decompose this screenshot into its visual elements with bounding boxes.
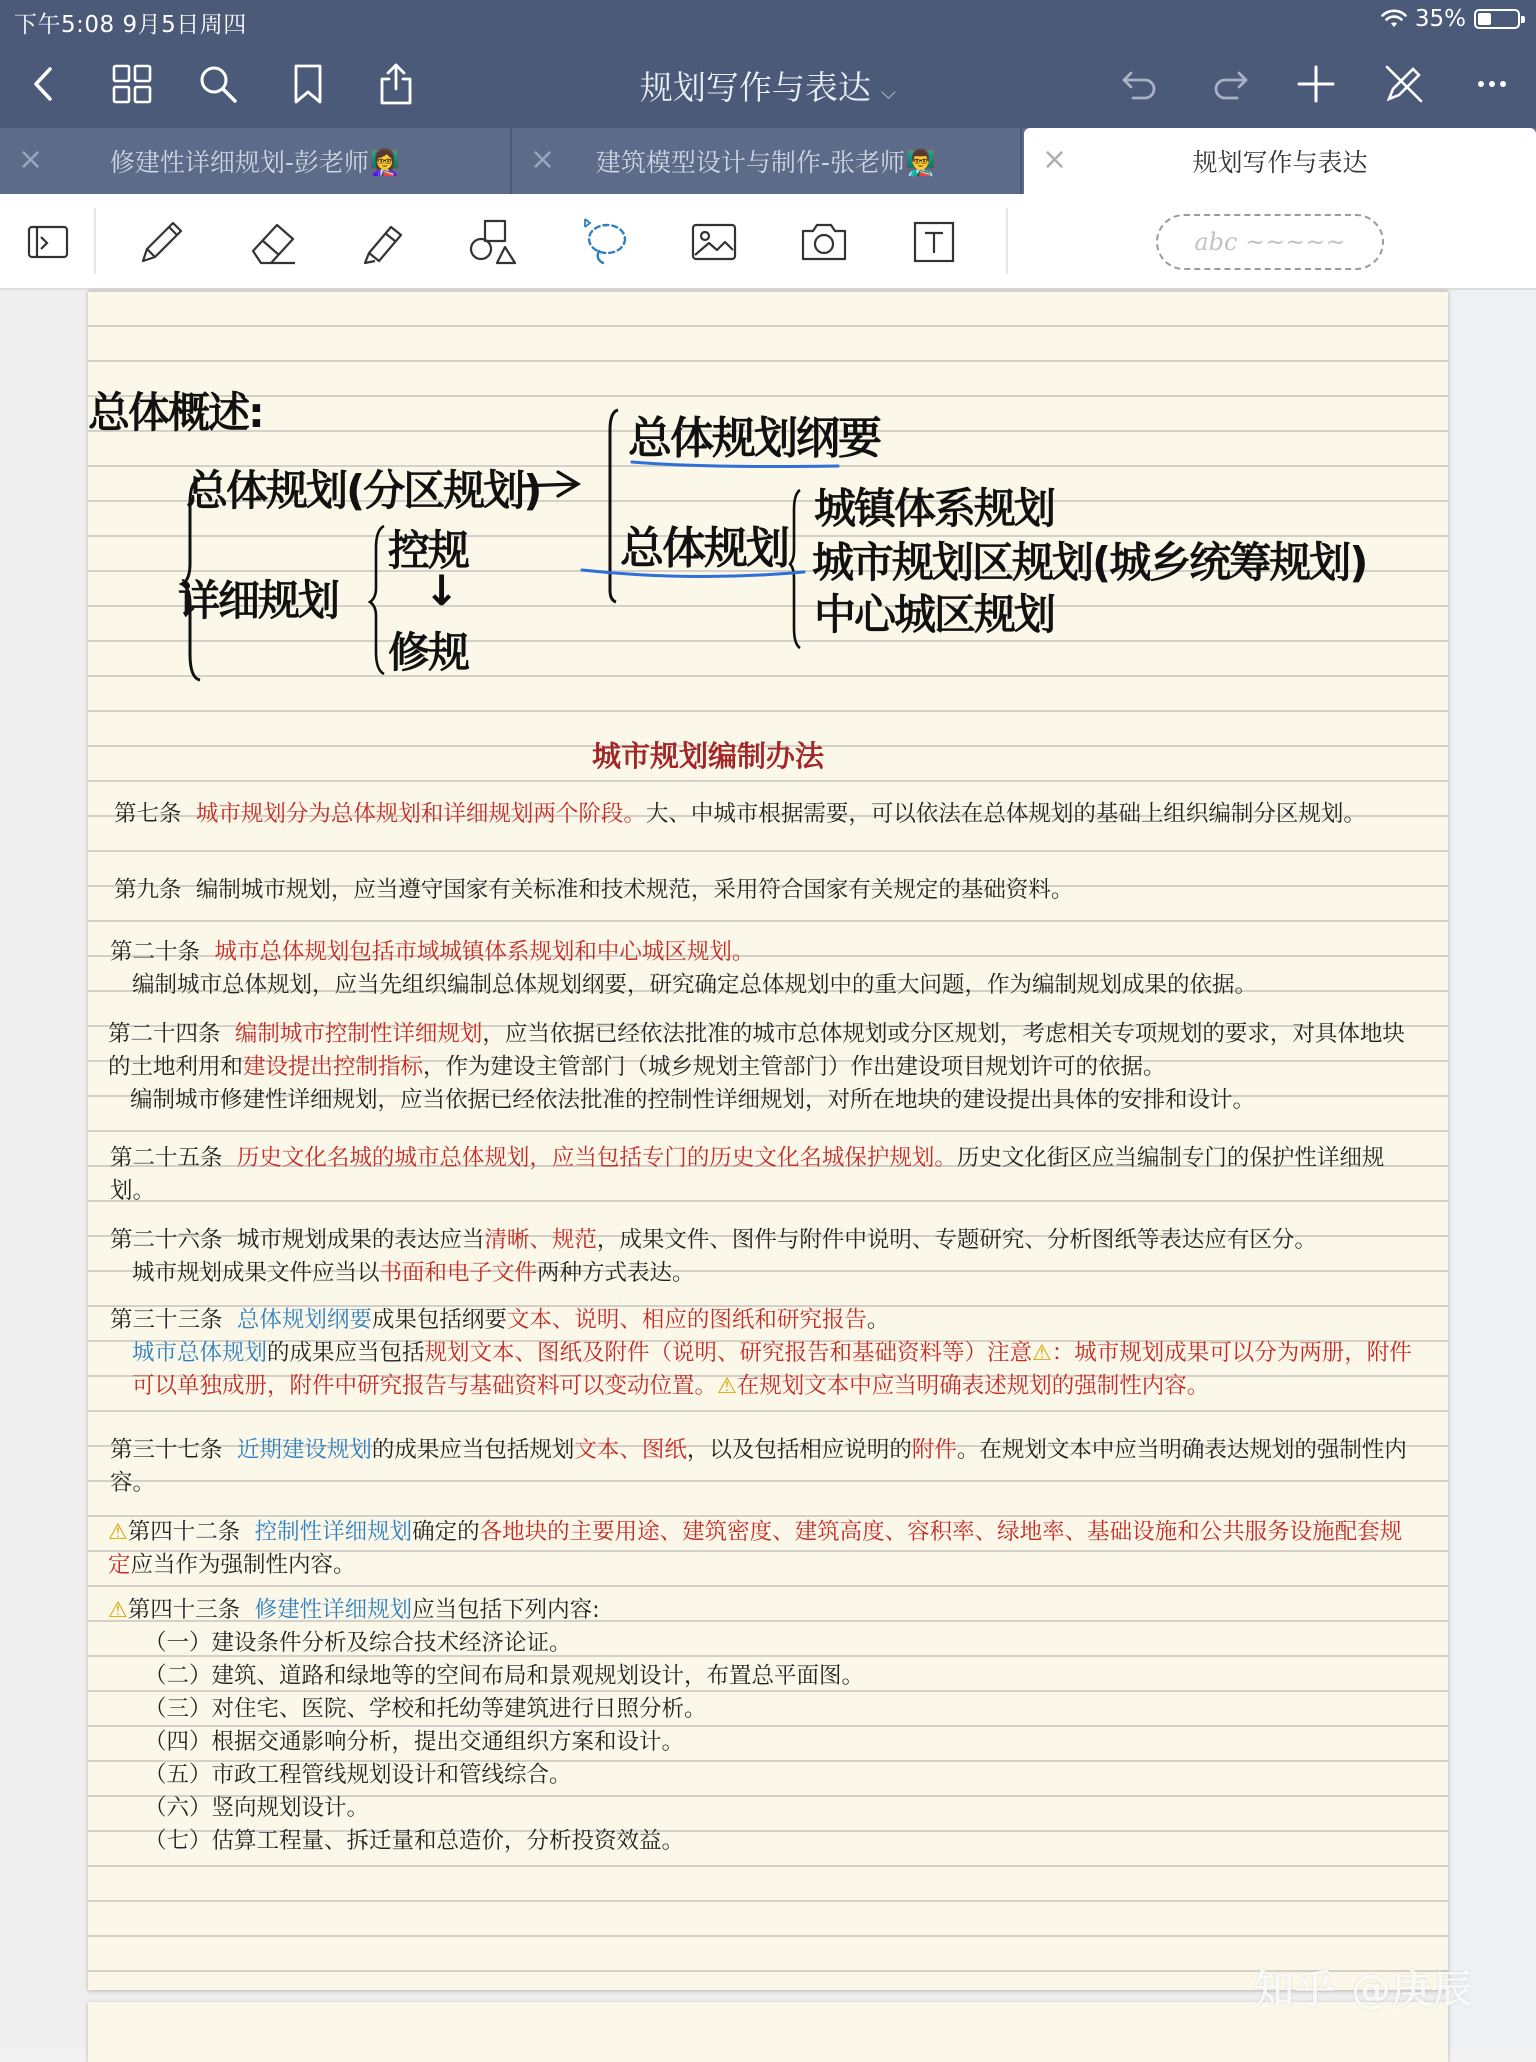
article-text: ，作为建设主管部门（城乡规划主管部门）作出建设项目规划许可的依据。 xyxy=(423,1054,1166,1080)
list-item: （六）竖向规划设计。 xyxy=(144,1795,370,1821)
handwritten-overview: 总体概述: xyxy=(88,388,263,437)
handwritten-construct-plan: 修规 xyxy=(388,628,469,677)
lasso-icon xyxy=(577,213,635,271)
handwritten-brace-small xyxy=(370,526,384,674)
image-tool[interactable] xyxy=(682,210,746,274)
handwritten-town-system: 城镇体系规划 xyxy=(814,484,1055,533)
handwritten-control-plan: 控规 xyxy=(388,526,469,575)
chevron-down-icon: ⌵ xyxy=(880,80,897,104)
pen-icon xyxy=(133,213,191,271)
article-text: 的成果应当包括 xyxy=(267,1340,425,1366)
list-item: （二）建筑、道路和绿地等的空间布局和景观规划设计，布置总平面图。 xyxy=(144,1663,865,1689)
add-page-button[interactable] xyxy=(1288,56,1344,112)
article-number: 第四十三条 xyxy=(127,1597,241,1623)
article-emphasis: 编制城市控制性详细规划 xyxy=(234,1021,483,1047)
article-number: 第七条 xyxy=(114,801,182,827)
article-text: 历史文化街区应当编制专门的保护性详细规划。 xyxy=(110,1145,1385,1204)
article-24 xyxy=(108,1018,1424,1117)
article-43-list xyxy=(108,1627,1418,1858)
document-title-text: 规划写作与表达 xyxy=(639,68,871,107)
article-emphasis: 在规划文本中应当明确表述规划的强制性内容。 xyxy=(736,1373,1210,1399)
status-indicators xyxy=(1381,6,1520,32)
article-emphasis: 文本、说明、相应的图纸和研究报告 xyxy=(506,1307,867,1333)
tab-planning-writing[interactable] xyxy=(1024,128,1536,194)
next-page[interactable] xyxy=(88,2002,1448,2062)
list-item: （七）估算工程量、拆迁量和总造价，分析投资效益。 xyxy=(144,1828,685,1854)
undo-icon xyxy=(1117,61,1163,107)
article-text: 成果包括纲要 xyxy=(371,1307,507,1333)
article-text: 确定的 xyxy=(412,1519,480,1545)
note-page[interactable] xyxy=(88,290,1448,1990)
warning-icon: ⚠ xyxy=(1032,1341,1052,1366)
article-term: 修建性详细规划 xyxy=(254,1597,413,1623)
article-number: 第二十四条 xyxy=(108,1021,221,1047)
article-33 xyxy=(110,1304,1420,1403)
battery-percent: 35% xyxy=(1414,6,1466,32)
article-text: 编制城市总体规划，应当先组织编制总体规划纲要，研究确定总体规划中的重大问题，作为编制规划成果的依据。 xyxy=(132,972,1258,998)
text-tool[interactable] xyxy=(902,210,966,274)
status-time-date: 下午5:08 9月5日周四 xyxy=(14,12,247,38)
article-text: ，成果文件、图件与附件中说明、专题研究、分析图纸等表达应有区分。 xyxy=(596,1227,1317,1253)
article-emphasis: 规划文本、图纸及附件（说明、研究报告和基础资料等）注意 xyxy=(424,1340,1033,1366)
list-item: （一）建设条件分析及综合技术经济论证。 xyxy=(144,1630,572,1656)
handwriting-to-text-box[interactable]: abc ~~~~~ xyxy=(1156,214,1384,270)
article-7 xyxy=(114,798,1424,831)
plus-icon xyxy=(1293,61,1339,107)
eraser-icon xyxy=(245,213,303,271)
warning-icon: ⚠ xyxy=(108,1598,128,1623)
highlighter-icon xyxy=(355,213,413,271)
article-text: ，应当依据已经依法批准的城市总体规划或分区规划，考虑相关专项规划的要求，对具体地块的土地利用和 xyxy=(108,1021,1405,1080)
pen-tool[interactable] xyxy=(130,210,194,274)
article-emphasis: 文本、图纸 xyxy=(574,1437,687,1463)
document-canvas[interactable] xyxy=(0,290,1536,2048)
drawing-toolbar xyxy=(0,194,1536,290)
battery-icon xyxy=(1474,9,1520,29)
read-mode-tool[interactable] xyxy=(16,210,80,274)
article-number: 第二十六条 xyxy=(110,1227,223,1253)
handwritten-outline: 总体规划纲要 xyxy=(628,413,880,464)
article-text: 。 xyxy=(866,1307,890,1333)
image-icon xyxy=(685,213,743,271)
article-text: 编制城市规划，应当遵守国家有关标准和技术规范，采用符合国家有关规定的基础资料。 xyxy=(195,877,1074,903)
article-43 xyxy=(108,1594,1418,1858)
handwritten-planning-area: 城市规划区规划(城乡统筹规划) xyxy=(812,538,1367,587)
close-icon[interactable]: × xyxy=(530,142,556,177)
lasso-tool[interactable] xyxy=(574,210,638,274)
article-number: 第三十三条 xyxy=(110,1307,223,1333)
wifi-icon xyxy=(1381,9,1407,29)
article-term: 控制性详细规划 xyxy=(254,1519,413,1545)
close-icon[interactable]: × xyxy=(1042,142,1068,177)
article-emphasis: 建设提出控制指标 xyxy=(243,1054,424,1080)
toolbar-toggle-button[interactable] xyxy=(1376,56,1432,112)
article-text: 两种方式表达。 xyxy=(537,1260,695,1286)
handwritten-central-area: 中心城区规划 xyxy=(814,590,1055,639)
close-icon[interactable]: × xyxy=(18,142,44,177)
tab-model-design[interactable] xyxy=(512,128,1022,194)
warning-icon: ⚠ xyxy=(717,1374,737,1399)
article-text: 编制城市修建性详细规划，应当依据已经依法批准的控制性详细规划，对所在地块的建设提出具体的安排和设计。 xyxy=(130,1087,1256,1113)
eraser-tool[interactable] xyxy=(242,210,306,274)
handwritten-brace-items xyxy=(790,490,800,648)
handwritten-general-plan-zoning: 总体规划(分区规划) xyxy=(186,466,541,515)
list-item: （四）根据交通影响分析，提出交通组织方案和设计。 xyxy=(144,1729,685,1755)
handwritten-detailed-plan: 详细规划 xyxy=(178,576,339,625)
warning-icon: ⚠ xyxy=(108,1520,128,1545)
article-20 xyxy=(110,936,1420,1002)
article-text: 城市规划成果文件应当以 xyxy=(132,1260,380,1286)
text-box-icon xyxy=(905,213,963,271)
tab-label: 修建性详细规划-彭老师👩‍🏫 xyxy=(109,148,401,177)
article-term: 总体规划纲要 xyxy=(236,1307,372,1333)
article-emphasis: 历史文化名城的城市总体规划，应当包括专门的历史文化名城保护规划。 xyxy=(236,1145,957,1171)
article-37 xyxy=(110,1434,1420,1500)
article-term: 近期建设规划 xyxy=(236,1437,372,1463)
battery-level-fill xyxy=(1478,13,1491,25)
watermark: 知乎 @庚辰 xyxy=(1254,1967,1474,2013)
article-42 xyxy=(108,1516,1424,1582)
tab-bar xyxy=(0,128,1536,194)
article-emphasis: 书面和电子文件 xyxy=(379,1260,538,1286)
article-text: 。在规划文本中应当明确表达规划的强制性内容。 xyxy=(110,1437,1407,1496)
handwritten-general-plan: 总体规划 xyxy=(620,523,788,574)
article-text: 城市规划成果的表达应当 xyxy=(236,1227,485,1253)
tab-label: 建筑模型设计与制作-张老师👨‍🏫 xyxy=(595,148,937,177)
highlighter-tool[interactable] xyxy=(352,210,416,274)
shapes-tool[interactable] xyxy=(462,210,526,274)
article-number: 第二十五条 xyxy=(110,1145,223,1171)
document-heading: 城市规划编制办法 xyxy=(591,739,824,773)
article-emphasis: ：城市规划成果可以分为两册，附件可以单独成册，附件中研究报告与基础资料可以变动位置。 xyxy=(132,1340,1412,1399)
handwritten-down-arrow: ↓ xyxy=(424,566,458,615)
article-emphasis: 城市规划分为总体规划和详细规划两个阶段。 xyxy=(195,801,646,827)
article-emphasis: 清晰、规范 xyxy=(484,1227,597,1253)
article-text: 的成果应当包括规划 xyxy=(371,1437,575,1463)
article-text: 大、中城市根据需要，可以依法在总体规划的基础上组织编制分区规划。 xyxy=(645,801,1366,827)
redo-icon xyxy=(1207,61,1253,107)
article-number: 第四十二条 xyxy=(127,1519,241,1545)
list-item: （三）对住宅、医院、学校和托幼等建筑进行日照分析。 xyxy=(144,1696,707,1722)
article-term: 城市总体规划 xyxy=(132,1340,268,1366)
list-item: （五）市政工程管线规划设计和管线综合。 xyxy=(144,1762,572,1788)
article-emphasis: 附件 xyxy=(911,1437,957,1463)
camera-icon xyxy=(795,213,853,271)
article-emphasis: 各地块的主要用途、建筑密度、建筑高度、容积率、绿地率、基础设施和公共服务设施配套规定 xyxy=(108,1519,1403,1578)
toolbar-divider xyxy=(94,208,96,274)
canvas-margin xyxy=(1448,290,1536,2048)
more-button[interactable] xyxy=(1464,56,1520,112)
article-9 xyxy=(114,874,1424,907)
article-number: 第九条 xyxy=(114,877,182,903)
article-25 xyxy=(110,1142,1420,1208)
article-text: ，以及包括相应说明的 xyxy=(686,1437,912,1463)
redo-button[interactable] xyxy=(1202,56,1258,112)
more-icon xyxy=(1469,61,1515,107)
toolbar-divider xyxy=(1006,208,1008,274)
top-bar xyxy=(0,0,1536,132)
article-text: 应当作为强制性内容。 xyxy=(130,1552,356,1578)
article-text: 应当包括下列内容: xyxy=(412,1597,600,1623)
article-emphasis: 城市总体规划包括市域城镇体系规划和中心城区规划。 xyxy=(214,939,755,965)
undo-button[interactable] xyxy=(1112,56,1168,112)
tab-label: 规划写作与表达 xyxy=(1192,148,1368,177)
pencil-off-icon xyxy=(1381,61,1427,107)
read-mode-icon xyxy=(19,213,77,271)
article-number: 第二十条 xyxy=(110,939,201,965)
tab-construct-plan[interactable] xyxy=(0,128,512,194)
article-26 xyxy=(110,1224,1420,1290)
article-number: 第三十七条 xyxy=(110,1437,223,1463)
camera-tool[interactable] xyxy=(792,210,856,274)
shapes-icon xyxy=(465,213,523,271)
